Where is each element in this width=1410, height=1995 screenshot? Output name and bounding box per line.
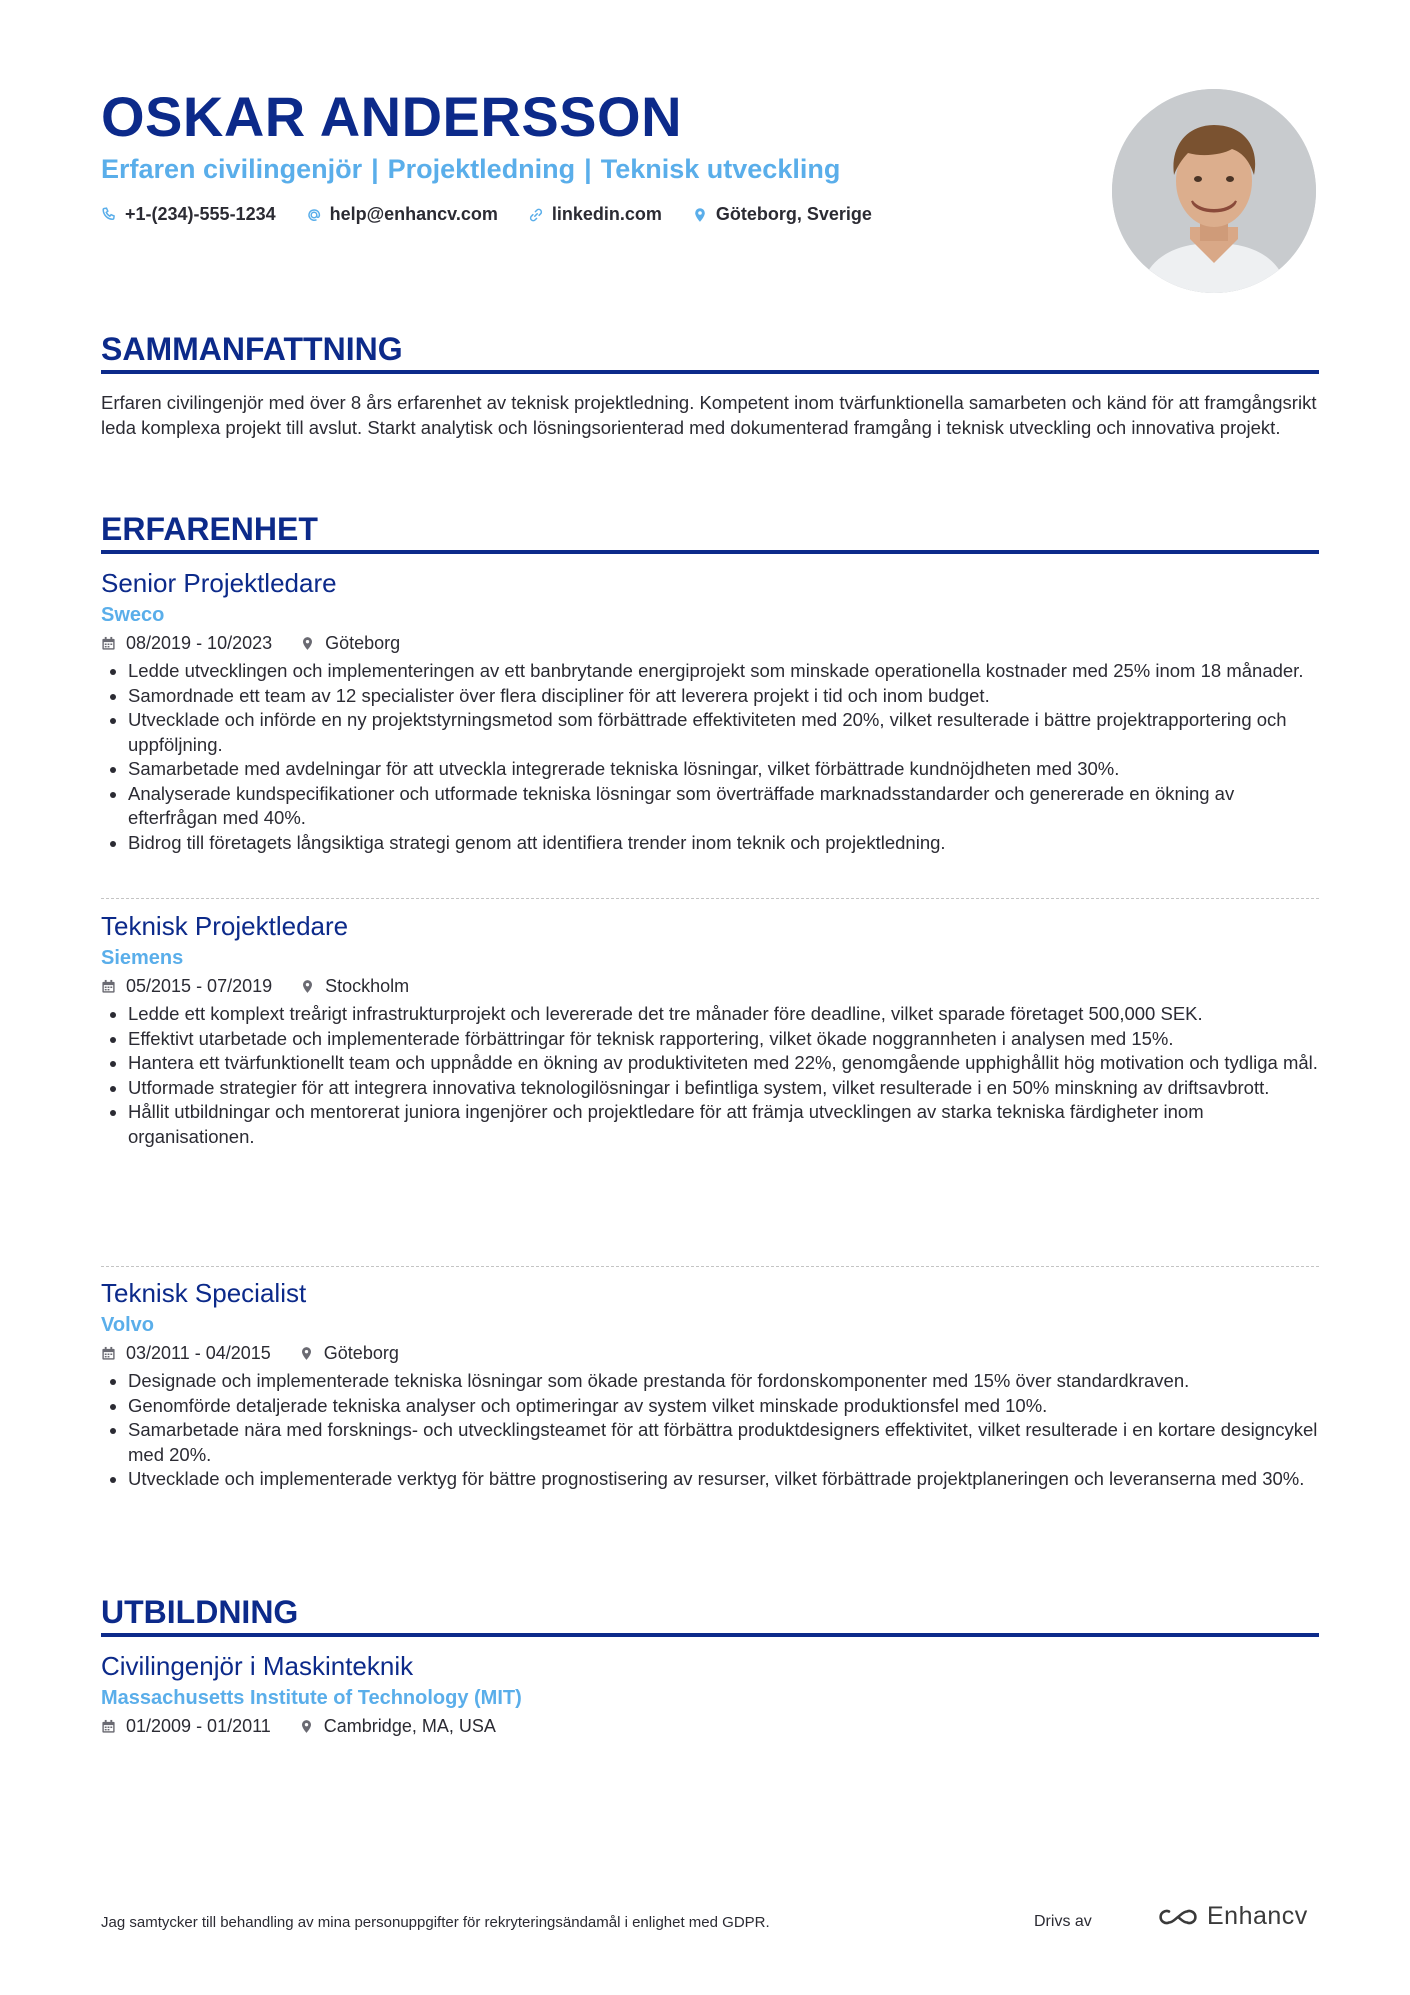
section-title-education: UTBILDNING <box>101 1594 299 1630</box>
headline-item: Projektledning <box>387 154 576 184</box>
brand-logo[interactable] <box>1155 1902 1308 1931</box>
map-pin-icon <box>299 1719 314 1734</box>
summary-text: Erfaren civilingenjör med över 8 års erfarenhet av teknisk projektledning. Kompetent inom tvärfunktionella samarbeten och känd för att framgångsrikt leda komplexa projekt till avslut. Starkt analytisk och lösningsorienterad med dokumenterad framgång i teknisk utveckling och innovativa projekt. <box>101 392 1317 438</box>
education-degree: Civilingenjör i Maskinteknik <box>101 1651 414 1681</box>
headline-item: Erfaren civilingenjör <box>101 154 363 184</box>
job-company: Siemens <box>101 947 184 969</box>
headline <box>101 152 840 186</box>
job-location <box>299 1341 399 1365</box>
job-bullet: Bidrog till företagets långsiktiga strategi genom att identifiera trender inom teknik och projektledning. <box>101 831 1319 856</box>
candidate-name: OSKAR ANDERSSON <box>101 85 683 148</box>
job-dates: 03/2011 - 04/2015 <box>126 1343 271 1363</box>
education-location <box>299 1714 496 1738</box>
job-bullet: Samarbetade med avdelningar för att utveckla integrerade tekniska lösningar, vilket förbättrade kundnöjdheten med 30%. <box>101 757 1319 782</box>
job-bullet: Utformade strategier för att integrera innovativa teknologilösningar i befintliga system, vilket resulterade i en 50% minskning av driftsavbrott. <box>101 1076 1319 1101</box>
job-meta <box>101 1341 1319 1365</box>
job-dates: 08/2019 - 10/2023 <box>126 633 273 653</box>
headline-item: Teknisk utveckling <box>600 154 841 184</box>
email-address: help@enhancv.com <box>329 204 498 224</box>
section-divider <box>101 370 1319 374</box>
section-title-summary: SAMMANFATTNING <box>101 331 403 367</box>
linkedin-url: linkedin.com <box>551 204 662 224</box>
education-meta <box>101 1714 1319 1738</box>
job-bullet: Hållit utbildningar och mentorerat juniora ingenjörer och projektledare för att främja utvecklingen av starka tekniska färdigheter inom organisationen. <box>101 1100 1319 1149</box>
job-entry <box>101 910 1319 1149</box>
calendar-icon <box>101 1719 116 1734</box>
education-dates: 01/2009 - 01/2011 <box>126 1716 271 1736</box>
powered-by-label: Drivs av <box>1034 1913 1092 1930</box>
education-school: Massachusetts Institute of Technology (MIT) <box>101 1687 522 1709</box>
headline-separator: | <box>584 154 592 184</box>
job-bullet: Genomförde detaljerade tekniska analyser och optimeringar av system vilket minskade produktionsfel med 10%. <box>101 1394 1319 1419</box>
job-bullet: Samordnade ett team av 12 specialister över flera discipliner för att leverera projekt i tid och inom budget. <box>101 684 1319 709</box>
entry-divider <box>101 898 1319 899</box>
phone-number: +1-(234)-555-1234 <box>125 204 276 224</box>
job-bullets <box>101 1369 1319 1492</box>
map-pin-icon <box>299 1346 314 1361</box>
job-bullet: Ledde utvecklingen och implementeringen av ett banbrytande energiprojekt som minskade operationella kostnader med 25% inom 18 månader. <box>101 659 1319 684</box>
education-location-text: Cambridge, MA, USA <box>323 1716 496 1736</box>
job-bullet: Utvecklade och införde en ny projektstyrningsmetod som förbättrade effektiviteten med 20%, vilket resulterade i bättre projektrapportering och uppföljning. <box>101 708 1319 757</box>
job-bullet: Designade och implementerade tekniska lösningar som ökade prestanda för fordonskomponenter med 15% över standardkraven. <box>101 1369 1319 1394</box>
job-role: Teknisk Projektledare <box>101 911 349 941</box>
section-divider <box>101 550 1319 554</box>
map-pin-icon <box>300 636 315 651</box>
job-dates: 05/2015 - 07/2019 <box>126 976 273 996</box>
profile-photo <box>1112 89 1316 293</box>
contact-location <box>692 204 872 225</box>
job-bullet: Samarbetade nära med forsknings- och utvecklingsteamet för att förbättra produktdesigners effektivitet, vilket resulterade i en kortare designcykel med 20%. <box>101 1418 1319 1467</box>
link-icon <box>528 207 544 223</box>
job-meta <box>101 631 1319 655</box>
phone-icon <box>101 207 117 223</box>
job-role: Senior Projektledare <box>101 568 337 598</box>
contact-phone[interactable] <box>101 204 276 225</box>
avatar <box>1112 89 1316 293</box>
brand-name: Enhancv <box>1207 1902 1308 1930</box>
location-text: Göteborg, Sverige <box>715 204 872 224</box>
job-entry <box>101 567 1319 855</box>
section-divider <box>101 1633 1319 1637</box>
calendar-icon <box>101 1346 116 1361</box>
job-location <box>300 974 409 998</box>
map-pin-icon <box>692 207 708 223</box>
job-company: Volvo <box>101 1314 154 1336</box>
resume-page <box>101 0 1319 1995</box>
job-company: Sweco <box>101 604 165 626</box>
job-bullet: Analyserade kundspecifikationer och utformade tekniska lösningar som överträffade marknadsstandarder och genererade en ökning av efterfrågan med 40%. <box>101 782 1319 831</box>
job-location-text: Stockholm <box>325 976 410 996</box>
job-location-text: Göteborg <box>323 1343 399 1363</box>
job-bullet: Hantera ett tvärfunktionellt team och uppnådde en ökning av produktiviteten med 22%, genomgående upphighållit hög motivation och tydliga mål. <box>101 1051 1319 1076</box>
job-location-text: Göteborg <box>325 633 401 653</box>
map-pin-icon <box>300 979 315 994</box>
contact-linkedin[interactable] <box>528 204 662 225</box>
gdpr-consent: Jag samtycker till behandling av mina personuppgifter för rekryteringsändamål i enlighet med GDPR. <box>101 1914 770 1931</box>
job-bullet: Effektivt utarbetade och implementerade förbättringar för teknisk rapportering, vilket ökade noggrannheten i analysen med 15%. <box>101 1027 1319 1052</box>
job-bullets <box>101 659 1319 855</box>
job-role: Teknisk Specialist <box>101 1278 307 1308</box>
calendar-icon <box>101 979 116 994</box>
enhancv-logo-icon <box>1155 1905 1201 1929</box>
job-meta <box>101 974 1319 998</box>
headline-separator: | <box>371 154 379 184</box>
job-entry <box>101 1277 1319 1492</box>
job-bullet: Ledde ett komplext treårigt infrastrukturprojekt och levererade det tre månader före deadline, vilket sparade företaget 500,000 SEK. <box>101 1002 1319 1027</box>
entry-divider <box>101 1266 1319 1267</box>
calendar-icon <box>101 636 116 651</box>
job-bullet: Utvecklade och implementerade verktyg för bättre prognostisering av resurser, vilket förbättrade projektplaneringen och leveranserna med 30%. <box>101 1467 1319 1492</box>
contact-email[interactable] <box>306 204 498 225</box>
at-icon <box>306 207 322 223</box>
section-title-experience: ERFARENHET <box>101 511 318 547</box>
job-bullets <box>101 1002 1319 1149</box>
education-entry <box>101 1650 1319 1738</box>
job-location <box>300 631 400 655</box>
contact-bar <box>101 204 902 225</box>
